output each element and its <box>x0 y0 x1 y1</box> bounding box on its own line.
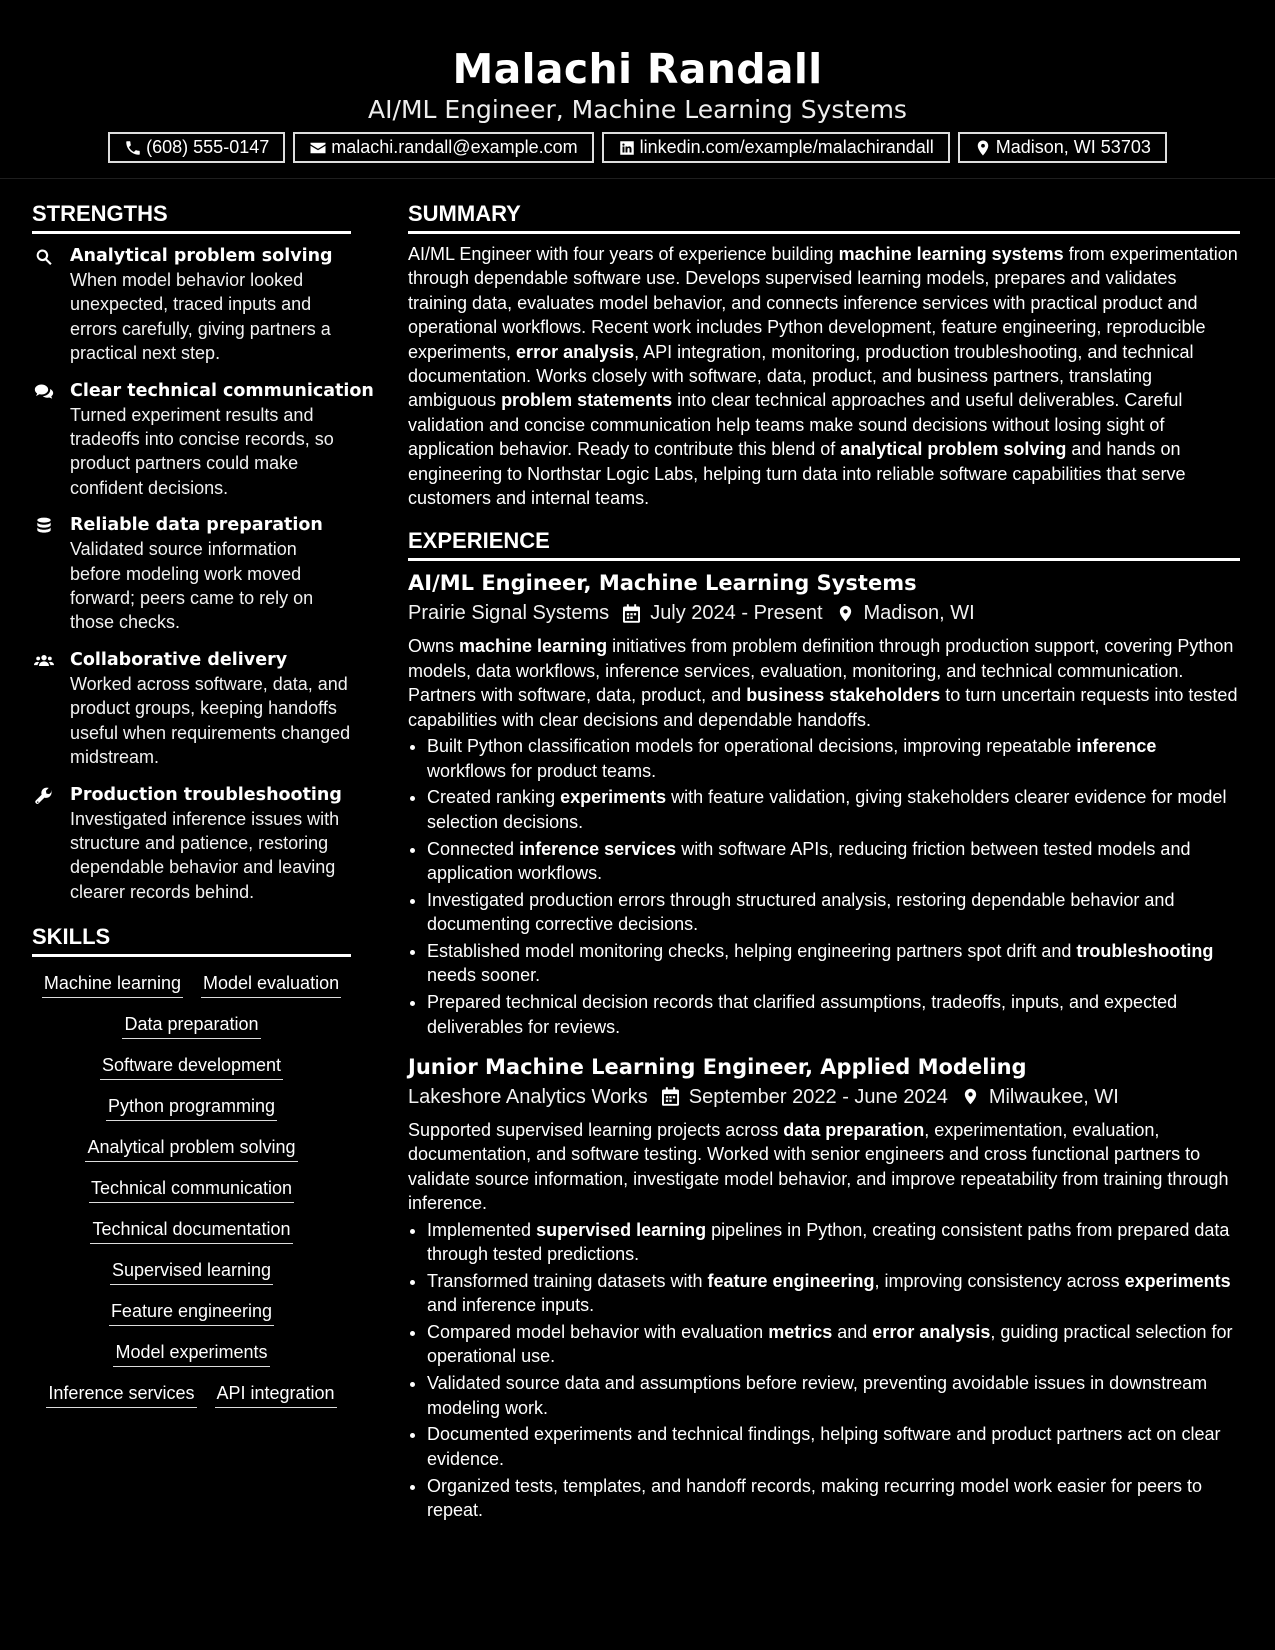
bullet-item: • Validated source data and assumptions before review, preventing avoidable issues in downstream modeling work. <box>427 1371 1240 1420</box>
linkedin-text: linkedin.com/example/malachirandall <box>639 137 934 157</box>
emphasis-text: error analysis <box>872 1321 991 1342</box>
skill-tag: Feature engineering <box>109 1299 274 1326</box>
role-dates: September 2022 - June 2024 <box>688 1085 948 1108</box>
emphasis-text: supervised learning <box>536 1219 707 1240</box>
bullet-item: • Established model monitoring checks, helping engineering partners spot drift and troubleshooting needs sooner. <box>427 939 1240 988</box>
resume-header <box>0 0 1275 179</box>
role-meta <box>408 1084 1240 1110</box>
skill-tag: Supervised learning <box>110 1258 273 1285</box>
experience-entry <box>408 570 1240 1038</box>
email-text: malachi.randall@example.com <box>331 137 578 157</box>
contact-phone[interactable] <box>108 132 285 163</box>
emphasis-text: feature engineering <box>707 1270 875 1291</box>
emphasis-text: inference <box>1076 736 1157 757</box>
skill-tag: Data preparation <box>122 1012 260 1039</box>
strength-desc: Turned experiment results and tradeoffs into concise records, so product partners could make confident decisions. <box>70 404 334 498</box>
skills-heading: SKILLS <box>32 923 351 957</box>
role-location: Milwaukee, WI <box>988 1085 1119 1108</box>
contact-location[interactable] <box>958 132 1167 163</box>
bullet-item: • Documented experiments and technical findings, helping software and product partners act on clear evidence. <box>427 1422 1240 1471</box>
emphasis-text: problem statements <box>501 390 673 411</box>
skill-tag: Technical communication <box>89 1176 294 1203</box>
linkedin-icon <box>618 139 636 157</box>
skill-tag: Python programming <box>106 1094 277 1121</box>
strength-item <box>32 379 374 501</box>
strength-item <box>32 783 351 905</box>
emphasis-text: business stakeholders <box>746 685 941 706</box>
role-title: AI/ML Engineer, Machine Learning Systems <box>408 571 917 596</box>
strength-title: Analytical problem solving <box>70 246 333 266</box>
skill-tag: Model experiments <box>113 1340 269 1367</box>
strength-desc: Worked across software, data, and product groups, keeping handoffs useful when requirements changed midstream. <box>70 673 351 768</box>
role-bullets <box>408 734 1240 1039</box>
candidate-name: Malachi Randall <box>452 45 823 93</box>
strength-title: Reliable data preparation <box>70 515 323 536</box>
phone-icon <box>124 139 142 157</box>
skill-tag: Machine learning <box>42 971 183 998</box>
bullet-item: • Transformed training datasets with feature engineering, improving consistency across experiments and inference inputs. <box>427 1269 1240 1318</box>
strength-item <box>32 513 351 635</box>
emphasis-text: analytical problem solving <box>840 439 1067 460</box>
emphasis-text: data preparation <box>783 1119 925 1140</box>
skill-tag: Analytical problem solving <box>85 1135 297 1162</box>
strengths-heading: STRENGTHS <box>32 200 351 234</box>
emphasis-text: machine learning systems <box>838 244 1064 264</box>
summary-heading: SUMMARY <box>408 200 1240 234</box>
bullet-item: • Prepared technical decision records that clarified assumptions, tradeoffs, inputs, and expected deliverables for reviews. <box>427 990 1240 1039</box>
contact-bar <box>0 132 1275 163</box>
company-name: Lakeshore Analytics Works <box>408 1085 648 1108</box>
bullet-item: • Connected inference services with software APIs, reducing friction between tested models and application workflows. <box>427 837 1240 886</box>
emphasis-text: troubleshooting <box>1076 940 1214 961</box>
strength-item <box>32 244 351 366</box>
role-dates: July 2024 - Present <box>650 602 823 625</box>
emphasis-text: metrics <box>768 1321 833 1342</box>
skill-tag: Technical documentation <box>90 1217 292 1244</box>
emphasis-text: experiments <box>1124 1270 1231 1291</box>
role-title: Junior Machine Learning Engineer, Applied Modeling <box>408 1054 1027 1079</box>
skill-tag: Inference services <box>46 1381 196 1408</box>
strength-desc: Investigated inference issues with structure and patience, restoring dependable behavior and leaving clearer records behind. <box>70 808 340 902</box>
search-icon <box>34 247 54 267</box>
skills-list <box>32 971 351 1408</box>
chat-bubbles-icon <box>34 382 54 402</box>
bullet-item: • Compared model behavior with evaluation metrics and error analysis, guiding practical selection for operational use. <box>427 1320 1240 1369</box>
bullet-item: • Organized tests, templates, and handoff records, making recurring model work easier for peers to repeat. <box>427 1474 1240 1523</box>
emphasis-text: machine learning <box>459 636 608 657</box>
emphasis-text: inference services <box>519 838 677 859</box>
role-meta <box>408 600 1240 626</box>
strength-desc: Validated source information before modeling work moved forward; peers came to rely on those checks. <box>70 539 314 633</box>
skill-tag: Model evaluation <box>201 971 341 998</box>
calendar-icon <box>623 604 640 623</box>
strength-title: Clear technical communication <box>70 380 374 401</box>
contact-email[interactable] <box>293 132 593 163</box>
bullet-item: • Investigated production errors through structured analysis, restoring dependable behavior and documenting corrective decisions. <box>427 888 1240 937</box>
role-description: Supported supervised learning projects across data preparation, experimentation, evaluation, documentation, and software testing. Worked with senior engineers and cross functional partners to validate source information, investigate model behavior, and improve repeatability from training through inference. <box>408 1119 1229 1214</box>
strength-desc: When model behavior looked unexpected, traced inputs and errors carefully, giving partners a practical next step. <box>70 270 331 364</box>
phone-text: (608) 555-0147 <box>146 137 270 157</box>
strength-title: Collaborative delivery <box>70 649 288 670</box>
strengths-list <box>32 244 374 904</box>
map-pin-icon <box>962 1087 979 1106</box>
envelope-icon <box>309 139 327 157</box>
role-bullets <box>408 1218 1240 1523</box>
calendar-icon <box>662 1087 679 1106</box>
left-column <box>32 200 374 1408</box>
database-icon <box>34 516 54 536</box>
right-column <box>408 200 1240 1525</box>
summary-text: AI/ML Engineer with four years of experience building machine learning systems from experimentation through dependable software use. Develops supervised learning models, prepares and validates training data, evaluates model behavior, and connects inference services with practical product and operational workflows. Recent work includes Python development, feature engineering, reproducible experiments, error analysis, API integration, monitoring, production troubleshooting, and technical documentation. Works closely with software, data, product, and business partners, translating ambiguous problem statements into clear technical approaches and useful deliverables. Careful validation and concise communication help teams make sound decisions without losing sight of application behavior. Ready to contribute this blend of analytical problem solving and hands on engineering to Northstar Logic Labs, helping turn data into reliable software capabilities that serve customers and internal teams. <box>408 244 1238 509</box>
map-pin-icon <box>837 604 854 623</box>
users-icon <box>34 651 54 671</box>
bullet-item: • Created ranking experiments with feature validation, giving stakeholders clearer evidence for model selection decisions. <box>427 785 1240 834</box>
contact-linkedin[interactable] <box>602 132 950 163</box>
emphasis-text: experiments <box>560 787 667 808</box>
experience-entry <box>408 1054 1240 1522</box>
candidate-title: AI/ML Engineer, Machine Learning Systems <box>368 95 907 124</box>
map-pin-icon <box>974 139 992 157</box>
location-text: Madison, WI 53703 <box>995 137 1151 157</box>
role-location: Madison, WI <box>863 602 975 625</box>
strength-item <box>32 648 351 770</box>
strength-title: Production troubleshooting <box>70 784 342 805</box>
emphasis-text: error analysis <box>516 341 635 362</box>
bullet-item: • Built Python classification models for operational decisions, improving repeatable inference workflows for product teams. <box>427 734 1240 783</box>
skill-tag: Software development <box>100 1053 283 1080</box>
role-description: Owns machine learning initiatives from problem definition through production support, covering Python models, data workflows, inference services, evaluation, monitoring, and technical communication. Partners with software, data, product, and business stakeholders to turn uncertain requests into tested capabilities with clear decisions and dependable handoffs. <box>408 636 1238 730</box>
wrench-icon <box>34 786 54 806</box>
skill-tag: API integration <box>215 1381 337 1408</box>
bullet-item: • Implemented supervised learning pipelines in Python, creating consistent paths from prepared data through tested predictions. <box>427 1218 1240 1267</box>
company-name: Prairie Signal Systems <box>408 602 610 625</box>
experience-heading: EXPERIENCE <box>408 527 1240 561</box>
